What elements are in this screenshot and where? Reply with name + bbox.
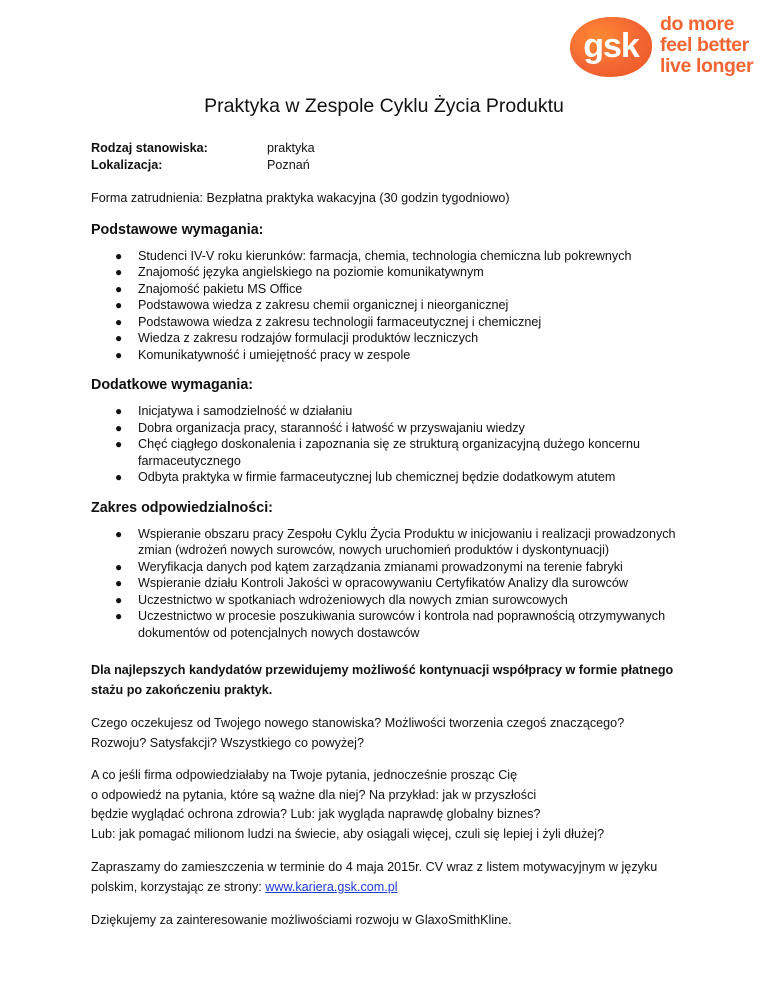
list-item: ● Weryfikacja danych pod kątem zarządzania zmianami prowadzonymi na terenie fabryki [115,559,623,574]
list-item: ● Znajomość pakietu MS Office [115,281,303,296]
additional-requirements-list [91,403,691,486]
bullet-icon: ● [115,576,123,590]
question-paragraph-1: Czego oczekujesz od Twojego nowego stanowiska? Możliwości tworzenia czegoś znaczącego? Rozwoju? Satysfakcji? Wszystkiego co powyżej? [91,716,625,750]
bullet-icon: ● [115,526,123,541]
responsibilities-list [91,526,691,642]
list-item: ● Znajomość języka angielskiego na poziomie komunikatywnym [115,265,484,279]
basic-requirements-list [91,248,691,364]
bullet-icon: ● [115,281,123,296]
meta-value: praktyka [267,141,315,155]
bullet-icon: ● [115,265,123,279]
list-item: ● Studenci IV-V roku kierunków: farmacja, chemia, technologia chemiczna lub pokrewnych [115,248,632,263]
list-item: ● Wspieranie działu Kontroli Jakości w opracowywaniu Certyfikatów Analizy dla surowców [115,576,628,590]
bullet-icon: ● [115,347,123,362]
meta-label: Lokalizacja: [91,157,163,172]
meta-row-position [91,140,691,157]
bullet-icon: ● [115,331,123,345]
document-body [91,140,691,930]
list-item: ● Podstawowa wiedza z zakresu chemii organicznej i nieorganicznej [115,298,509,312]
highlight-paragraph: Dla najlepszych kandydatów przewidujemy możliwość kontynuacji współpracy w formie płatnego stażu po zakończeniu praktyk. [91,663,674,697]
section-heading-basic: Podstawowe wymagania: [91,221,264,238]
meta-label: Rodzaj stanowiska: [91,141,208,155]
bullet-icon: ● [115,592,123,607]
invite-paragraph [91,857,691,897]
section-heading-responsibilities: Zakres odpowiedzialności: [91,499,273,516]
list-item: ● Wiedza z zakresu rodzajów formulacji produktów leczniczych [115,331,479,345]
bullet-icon: ● [115,298,123,312]
tagline-line-2: feel better [660,34,749,56]
gsk-tagline [660,14,753,77]
tagline-line-1: do more [660,13,735,35]
list-item: ● Wspieranie obszaru pracy Zespołu Cyklu Życia Produktu w inicjowaniu i realizacji prowadzonych zmian (wdrożeń nowych surowców, nowych uruchomień produktów i dyskontynuacji) [115,526,676,557]
list-item: ● Uczestnictwo w procesie poszukiwania surowców i kontrola nad poprawnością otrzymywanych dokumentów od potencjalnych nowych dostawców [115,609,666,640]
list-item: ● Odbyta praktyka w firmie farmaceutycznej lub chemicznej będzie dodatkowym atutem [115,470,616,484]
question-paragraph-2: A co jeśli firma odpowiedziałaby na Twoje pytania, jednocześnie prosząc Cię o odpowiedź na pytania, które są ważne dla niej? Na przykład: jak w przyszłości będzie wyglądać ochrona zdrowia? Lub: jak wygląda naprawdę globalny biznes? Lub: jak pomagać milionom ludzi na świecie, aby osiągali więcej, czuli się lepiej i żyli dłużej? [91,768,605,841]
employment-form: Forma zatrudnienia: Bezpłatna praktyka wakacyjna (30 godzin tygodniowo) [91,191,510,205]
gsk-logo-mark: gsk [570,17,652,77]
bullet-icon: ● [115,404,123,418]
bullet-icon: ● [115,248,123,263]
bullet-icon: ● [115,559,123,574]
thanks-paragraph: Dziękujemy za zainteresowanie możliwościami rozwoju w GlaxoSmithKline. [91,913,512,927]
invite-text: Zapraszamy do zamieszczenia w terminie do 4 maja 2015r. CV wraz z listem motywacyjnym w języku polskim, korzystając ze strony: [91,860,658,894]
meta-value: Poznań [267,157,310,172]
bullet-icon: ● [115,470,123,484]
bullet-icon: ● [115,314,123,329]
gsk-logo [570,13,754,80]
list-item: ● Chęć ciągłego doskonalenia i zapoznania się ze strukturą organizacyjną dużego koncernu farmaceutycznego [115,437,640,468]
bullet-icon: ● [115,420,123,435]
bullet-icon: ● [115,437,123,451]
list-item: ● Komunikatywność i umiejętność pracy w zespole [115,347,411,362]
section-heading-additional: Dodatkowe wymagania: [91,377,254,393]
meta-row-location [91,157,691,174]
list-item: ● Uczestnictwo w spotkaniach wdrożeniowych dla nowych zmian surowcowych [115,592,568,607]
list-item: ● Dobra organizacja pracy, staranność i łatwość w przyswajaniu wiedzy [115,420,525,435]
bullet-icon: ● [115,609,123,623]
page-title: Praktyka w Zespole Cyklu Życia Produktu [204,95,564,117]
tagline-line-3: live longer [660,55,754,77]
career-site-link[interactable]: www.kariera.gsk.com.pl [265,880,398,894]
list-item: ● Inicjatywa i samodzielność w działaniu [115,404,353,418]
list-item: ● Podstawowa wiedza z zakresu technologii farmaceutycznej i chemicznej [115,314,542,329]
